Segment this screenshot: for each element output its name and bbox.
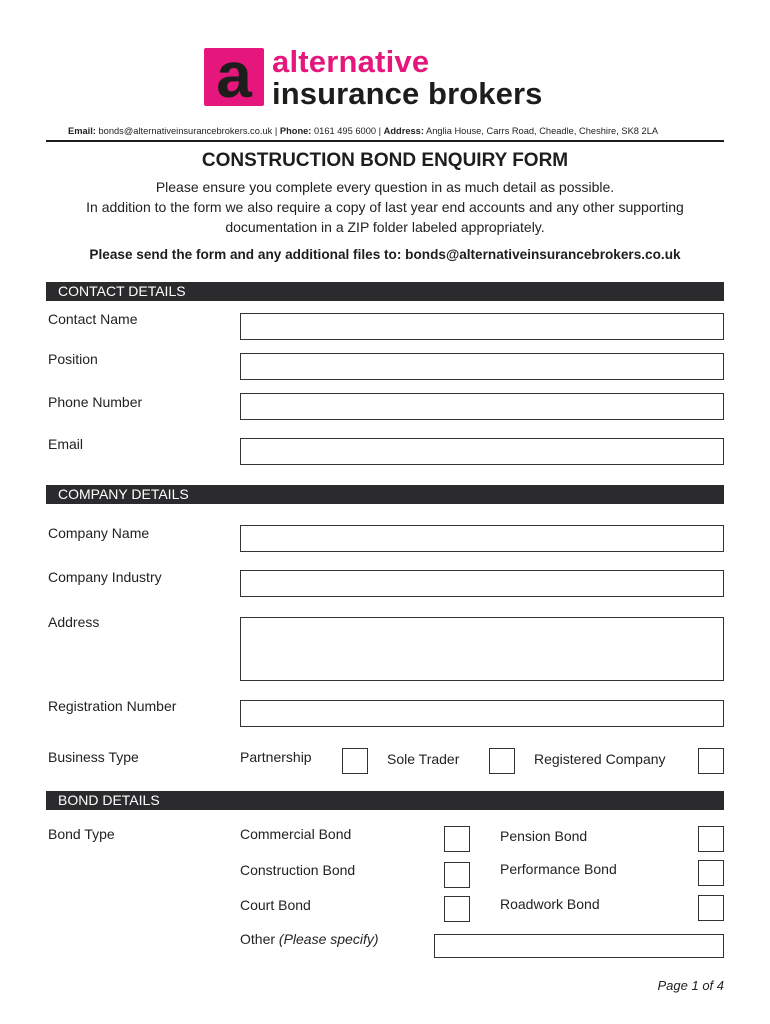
position-label: Position: [48, 351, 98, 367]
company-industry-field[interactable]: [240, 570, 724, 597]
section-contact-details: CONTACT DETAILS: [46, 282, 724, 301]
pension-bond-label: Pension Bond: [500, 828, 588, 844]
brand-name-line1: alternative: [272, 44, 430, 79]
registered-company-label: Registered Company: [534, 751, 666, 767]
section-company-details: COMPANY DETAILS: [46, 485, 724, 504]
address-label: Address:: [383, 126, 424, 136]
email-field[interactable]: [240, 438, 724, 465]
page-number: Page 1 of 4: [657, 978, 724, 993]
email-label: Email:: [68, 126, 96, 136]
registration-number-label: Registration Number: [48, 698, 177, 714]
sole-trader-label: Sole Trader: [387, 751, 460, 767]
performance-bond-label: Performance Bond: [500, 861, 617, 877]
other-bond-field[interactable]: [434, 934, 724, 958]
separator: |: [274, 126, 278, 136]
construction-bond-label: Construction Bond: [240, 862, 356, 878]
intro-line-3: documentation in a ZIP folder labeled appropriately.: [225, 219, 545, 235]
company-name-label: Company Name: [48, 525, 150, 541]
phone-value: 0161 495 6000: [314, 126, 377, 136]
sole-trader-checkbox[interactable]: [489, 748, 515, 774]
performance-bond-checkbox[interactable]: [698, 860, 724, 886]
address-field[interactable]: [240, 617, 724, 681]
email-label-field: Email: [48, 436, 84, 452]
separator: |: [378, 126, 382, 136]
partnership-label: Partnership: [240, 749, 312, 765]
address-label-field: Address: [48, 614, 100, 630]
commercial-bond-checkbox[interactable]: [444, 826, 470, 852]
intro-line-1: Please ensure you complete every question in as much detail as possible.: [155, 179, 615, 195]
brand-logo-mark: [204, 39, 264, 111]
address-value: Anglia House, Carrs Road, Cheadle, Cheshire, SK8 2LA: [426, 126, 659, 136]
roadwork-bond-checkbox[interactable]: [698, 895, 724, 921]
court-bond-label: Court Bond: [240, 897, 311, 913]
company-name-field[interactable]: [240, 525, 724, 552]
roadwork-bond-label: Roadwork Bond: [500, 896, 600, 912]
bond-type-label: Bond Type: [48, 826, 115, 842]
contact-name-label: Contact Name: [48, 311, 138, 327]
contact-name-field[interactable]: [240, 313, 724, 340]
header-divider: [46, 140, 724, 142]
phone-number-field[interactable]: [240, 393, 724, 420]
construction-bond-checkbox[interactable]: [444, 862, 470, 888]
form-title: CONSTRUCTION BOND ENQUIRY FORM: [201, 150, 569, 171]
other-bond-note: (Please specify): [278, 931, 379, 947]
phone-label: Phone:: [279, 126, 312, 136]
brand-name-line2: insurance brokers: [272, 76, 543, 111]
phone-number-label: Phone Number: [48, 394, 143, 410]
other-bond-text: Other: [240, 931, 276, 947]
other-bond-label: [240, 931, 379, 947]
business-type-label: Business Type: [48, 749, 139, 765]
position-field[interactable]: [240, 353, 724, 380]
section-bond-details: BOND DETAILS: [46, 791, 724, 810]
company-contact-line: [68, 126, 658, 136]
send-instructions: Please send the form and any additional files to: bonds@alternativeinsurancebrokers.co.uk: [89, 247, 681, 262]
partnership-checkbox[interactable]: [342, 748, 368, 774]
brand-logo-letter: a: [216, 39, 252, 111]
registration-number-field[interactable]: [240, 700, 724, 727]
commercial-bond-label: Commercial Bond: [240, 826, 352, 842]
pension-bond-checkbox[interactable]: [698, 826, 724, 852]
company-industry-label: Company Industry: [48, 569, 162, 585]
registered-company-checkbox[interactable]: [698, 748, 724, 774]
email-value: bonds@alternativeinsurancebrokers.co.uk: [98, 126, 273, 136]
court-bond-checkbox[interactable]: [444, 896, 470, 922]
intro-line-2: In addition to the form we also require a copy of last year end accounts and any other supporting: [86, 199, 684, 215]
